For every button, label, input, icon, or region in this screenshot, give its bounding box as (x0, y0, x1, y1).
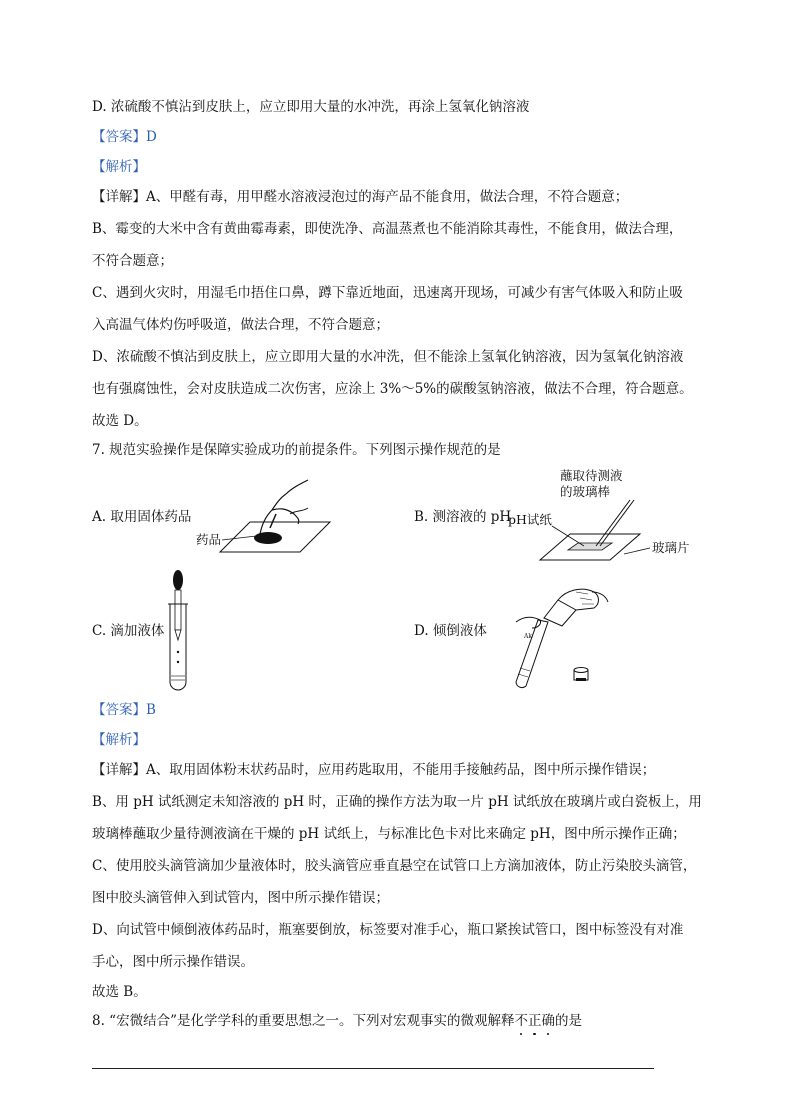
text-line: C、使用胶头滴管滴加少量液体时，胶头滴管应垂直悬空在试管口上方滴加液体，防止污染胶头滴管， (92, 858, 697, 874)
drug-label: 药品 (196, 532, 222, 547)
text-line: 故选 B。 (92, 984, 147, 1000)
svg-text:Ak: Ak (524, 633, 532, 640)
figure-b-ph-test (500, 470, 700, 570)
q8-emphasis-char: 正 (527, 1013, 542, 1029)
text-line: 玻璃棒蘸取少量待测液滴在干燥的 pH 试纸上，与标准比色卡对比来确定 pH，图中所示操作正确； (92, 826, 686, 842)
figure-c-dropper (158, 568, 198, 692)
text-line: D、浓硫酸不慎沾到皮肤上，应立即用大量的水冲洗，但不能涂上氢氧化钠溶液，因为氢氧化钠溶液 (92, 349, 684, 365)
figure-a-solid-drug (190, 474, 340, 564)
option-a-label: A. 取用固体药品 (92, 509, 192, 525)
text-line: 图中胶头滴管伸入到试管内，图中所示操作错误； (92, 890, 389, 906)
text-line: 【详解】A、甲醛有毒，用甲醛水溶液浸泡过的海产品不能食用，做法合理，不符合题意； (92, 189, 629, 205)
q8-text-before: 8. “宏微结合”是化学学科的重要思想之一。下列对宏观事实的微观解释 (92, 1013, 515, 1029)
text-line: D. 浓硫酸不慎沾到皮肤上，应立即用大量的水冲洗，再涂上氢氧化钠溶液 (92, 99, 530, 115)
ph-paper-icon (568, 543, 612, 550)
text-line: D、向试管中倾倒液体药品时，瓶塞要倒放，标签要对准手心，瓶口紧挨试管口，图中标签没有对准 (92, 922, 684, 938)
text-line: 不符合题意； (92, 253, 173, 269)
ph-paper-label: pH试纸 (508, 512, 552, 527)
analysis-label: 【解析】 (92, 159, 146, 175)
text-line: B、用 pH 试纸测定未知溶液的 pH 时，正确的操作方法为取一片 pH 试纸放在玻璃片或白瓷板上，用 (92, 794, 702, 810)
footer-rule (92, 1068, 654, 1069)
q8-emphasis-char: 不 (514, 1013, 528, 1029)
q8-emphasis-char: 确 (541, 1013, 555, 1029)
q8-text-after: 的是 (554, 1013, 582, 1029)
text-line: 手心，图中所示操作错误。 (92, 954, 254, 970)
option-d-label: D. 倾倒液体 (414, 623, 487, 639)
option-b-label: B. 测溶液的 pH (414, 509, 512, 525)
text-line: 也有强腐蚀性，会对皮肤造成二次伤害，应涂上 3%～5%的碳酸氢钠溶液，做法不合理，符合题意。 (92, 381, 693, 397)
figure-d-pouring (496, 582, 616, 692)
rod-label-line2: 的玻璃棒 (560, 484, 611, 499)
glass-label: 玻璃片 (652, 540, 690, 555)
text-line: 【详解】A、取用固体粉末状药品时，应用药匙取用，不能用手接触药品，图中所示操作错误； (92, 762, 656, 778)
text-line: C、遇到火灾时，用湿毛巾捂住口鼻，蹲下靠近地面，迅速离开现场，可减少有害气体吸入和防止吸 (92, 285, 683, 301)
text-line: 故选 D。 (92, 413, 148, 429)
analysis-label: 【解析】 (92, 732, 146, 748)
text-line: 入高温气体灼伤呼吸道，做法合理，不符合题意； (92, 317, 389, 333)
rubber-bulb-icon (173, 570, 183, 590)
question-7-stem: 7. 规范实验操作是保障实验成功的前提条件。下列图示操作规范的是 (92, 442, 501, 458)
question-8-stem (92, 1012, 710, 1030)
rod-label-line1: 蘸取待测液 (560, 468, 623, 483)
text-line: B、霉变的大米中含有黄曲霉毒素，即使洗净、高温蒸煮也不能消除其毒性，不能食用，做法合理， (92, 221, 683, 237)
answer-label: 【答案】B (92, 702, 156, 718)
answer-label: 【答案】D (92, 129, 157, 145)
drug-pile-icon (254, 532, 282, 544)
option-c-label: C. 滴加液体 (92, 623, 165, 639)
